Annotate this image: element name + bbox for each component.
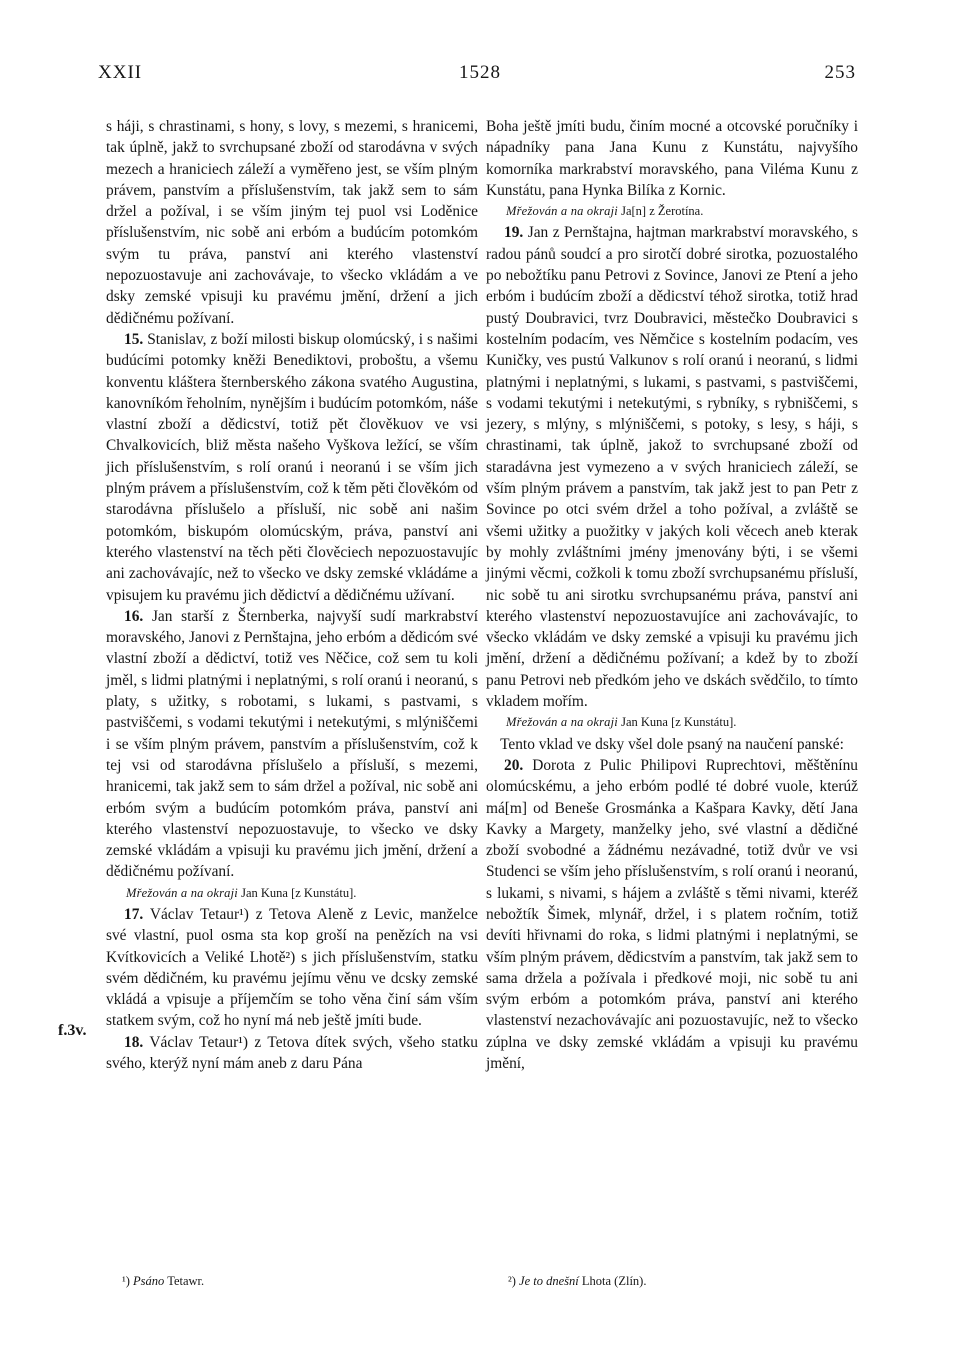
- page-number: 253: [824, 62, 856, 83]
- page-year: 1528: [459, 62, 501, 83]
- section-heading: Tento vklad ve dsky všel dole psaný na naučení panské:: [500, 735, 844, 753]
- note-italic: Mřežován a na okraji: [126, 885, 238, 900]
- note-italic: Mřežován a na okraji: [506, 715, 618, 730]
- footnote-2: [508, 1274, 646, 1289]
- entry-17: [106, 904, 478, 1032]
- footnote-mark: ¹): [122, 1274, 130, 1288]
- paragraph-continuation: s háji, s chrastinami, s hony, s lovy, s mezemi, s hranicemi, tak úplně, jakž to svrchupsané zboží od starodávna v svých mezech a hraniciech záleží a vyměřeno jest, se vším plným právem, panstvím a příslušenstvím, tak jakž sem to sám držel a požíval, i se vším jiným tej puol vsi Loděnice příslušenstvím, nic sobě ani erbóm a budúcím potomkóm svým tu práva, panství ani kterého vlastenství nepozuostavuje ani zachovávaje, to všecko vkládám a ve dsky zemské vpisuji ku pravému jmění, držení a jich dědičnému požívaní.: [106, 118, 478, 327]
- entry-text: Václav Tetaur¹) z Tetova dítek svých, všeho statku svého, kterýž nyní mám aneb z daru Pána: [106, 1033, 479, 1073]
- entry-15: [106, 329, 478, 606]
- left-column: [106, 116, 478, 1074]
- entry-number: 20.: [504, 756, 524, 774]
- entry-text: Václav Tetaur¹) z Tetova Aleně z Levic, manželce své vlastní, puol osma sta kop groší na penězích na vsi Kvítkovicích a Veliké Lhotě²) s jich příslušenstvím, statku svém dědičném, ku pravému jejímu věnu ve dcsky zemské vkládá a vpisuje a příjemčím se toho věna činí sám vším statkem svým, což ho nyní má neb ještě jmíti bude.: [106, 905, 478, 1030]
- footnote-text: Tetawr.: [167, 1274, 205, 1288]
- entry-number: 16.: [124, 607, 144, 625]
- paragraph-continuation: Boha ještě jmíti budu, činím mocné a otcovské poručníky i nápadníky pana Jana Kunu z Kunstátu, najvyšího komorníka markrabství moravského, pana Viléma Kunu z Kunstátu, pana Hynka Bilíka z Kornic.: [486, 118, 858, 199]
- entry-number: 17.: [124, 905, 144, 923]
- entry-note: [486, 201, 858, 222]
- note-text: Jan Kuna [z Kunstátu].: [241, 885, 357, 900]
- entry-text: Dorota z Pulic Philipovi Ruprechtovi, měštěnínu olomúcskému, a jeho erbóm podlé té dobré vuole, kterúž má[m] od Beneše Grosmánka a Kašpara Kavky, dětí Jana Kavky a Margety, manželky jeho, své vlastní a dědičné zboží svobodné a žádnému nezávadné, totiž dvůr ve vsi Studenci se vším jeho příslušenstvím, s rolí oranú i neoranú, s lukami, s nivami, s hájem a zvláště s těmi nivami, kteréž nebožtík Šimek, mlynář, držel, i s platem ročním, totiž devíti hřivnami do roka, s lidmi platnými i neplatnými, se vším plným právem, dědicstvím a panstvím, tak jakž sem to sama držela a požívala i předkové moji, nic sobě tu ani svým erbóm a potomkóm práva, panství ani kterého vlastenství nezachovávajíc ani pozuostavujíc, než to všecko zúplna ve dsky zemské vkládám a vpisuji ku pravému jmění,: [486, 756, 858, 1073]
- entry-text: Stanislav, z boží milosti biskup olomúcský, i s našimi budúcími potomky kněži Benediktovi, proboštu, a všemu konventu kláštera šternberského zákona svatého Augustina, kanovníkóm řeholním, nynějším i budúcím potomkóm, náše vlastní zboží a dědicství, totiž pět člověkuov ve vsi Chvalkovicích, bliž města našeho Vyškova ležící, se vším jich příslušenstvím, s rolí oranú i neoranú i se vším jich plným právem a příslušenstvím, což k těm pěti člověkóm od starodávna příslušelo a přísluší, nic sobě ani našim potomkóm, biskupóm olomúcským, práva, panství ani kterého vlastenství na těch pěti člověciech nepozuostavujíc ani zachovávajíc, než to všecko ve dsky zemské vkládáme a vpisujem ku pravému jich dědictví a dědičnému užívaní.: [106, 330, 478, 604]
- footnote-italic: Je to dnešní: [519, 1274, 579, 1288]
- folio-margin-note: f.3v.: [58, 1022, 87, 1039]
- entry-number: 19.: [504, 224, 524, 242]
- note-text: Ja[n] z Žerotína.: [621, 204, 704, 219]
- entry-20: [486, 755, 858, 1074]
- footnote-text: Lhota (Zlín).: [581, 1274, 647, 1288]
- right-column: [486, 116, 858, 1074]
- entry-note: [486, 712, 858, 733]
- entry-number: 15.: [124, 330, 144, 348]
- note-italic: Mřežován a na okraji: [506, 204, 618, 219]
- footnote-mark: ²): [508, 1274, 516, 1288]
- entry-note: [106, 883, 478, 904]
- entry-text: Jan starší z Šternberka, najvyší sudí markrabství moravského, Janovi z Pernštajna, jeho erbóm a dědicóm své vlastní zboží a dědictví, totiž ves Něčice, což sem tu koli jměl, s lidmi platnými i neplatnými, s rolí oranú i neoranú, s platy, s užitky, s robotami, s lukami, s pastvami, s pastviščemi, s vodami tekutými i netekutými, s mlýniščemi i se vším plným právem, panstvím a příslušenstvím, což k tej vsi od starodávna příslušelo a přísluší, s mezemi, hranicemi, tak jakž sem to sám držel a požíval, nic sobě ani erbóm svým a budúcím potomkóm práva, panství ani kterého vlastenství nepozuostavuje, to všecko ve dsky zemské vkládám a vpisuji ku pravému jich jmění, držení a dědičnému požívaní.: [106, 607, 478, 881]
- footnote-italic: Psáno: [133, 1274, 165, 1288]
- entry-16: [106, 606, 478, 883]
- note-text: Jan Kuna [z Kunstátu].: [621, 715, 737, 730]
- running-head-left: XXII: [98, 62, 143, 83]
- entry-19: [486, 222, 858, 712]
- entry-18: [106, 1032, 478, 1075]
- entry-number: 18.: [124, 1033, 144, 1051]
- footnote-1: [122, 1274, 204, 1289]
- entry-text: Jan z Pernštajna, hajtman markrabství moravského, s radou pánů soudcí a pro sirotčí dobré sirotka, pozuostalého po nebožtíku panu Petrovi z Sovince, Janovi ze Ptení a jeho erbóm i budúcím zboží a dědicství téhož sirotka, totiž hrad pustý Doubravici, tvrz Doubravici, městečko Doubravici s kostelním podacím, ves Němčice s kostelním podacím, ves Kuničky, ves pustú Valkunov s rolí oranú i neoranú, s lidmi platnými i neplatnými, s lukami, s pastvami, s pastviščemi, s vodami tekutými i netekutými, s rybníky, s rybniščemi, s jezery, s mlýny, s mlýniščemi, s potoky, s lesy, s háji, s chrastinami, tak úplně, jakož to svrchupsané zboží od staradávna jest vymezeno a v svých hraniciech záleží, se vším plným právem a panstvím, tak jakž jest to pan Petr z Sovince po otci svém držel a toho požíval, a zvláště se všemi užitky a puožitky v jakých koli věcech aneb kterak by mohly zvláštními jmény jmenovány býti, i se všemi jinými věcmi, cožkoli k tomu zboží svrchupsanému přísluší, nic sobě tu ani sirotku svrchupsanému práva, panství ani kterého vlastenství nepozuostavujíce ani zachovávajíc, to všecko vkládám ve dsky zemské a vpisuji ku pravému jich jmění, držení a dědičnému požívaní; a kdež by to zboží panu Petrovi neb předkóm jeho ve dskách svědčilo, to tímto vkladem mořím.: [486, 224, 858, 711]
